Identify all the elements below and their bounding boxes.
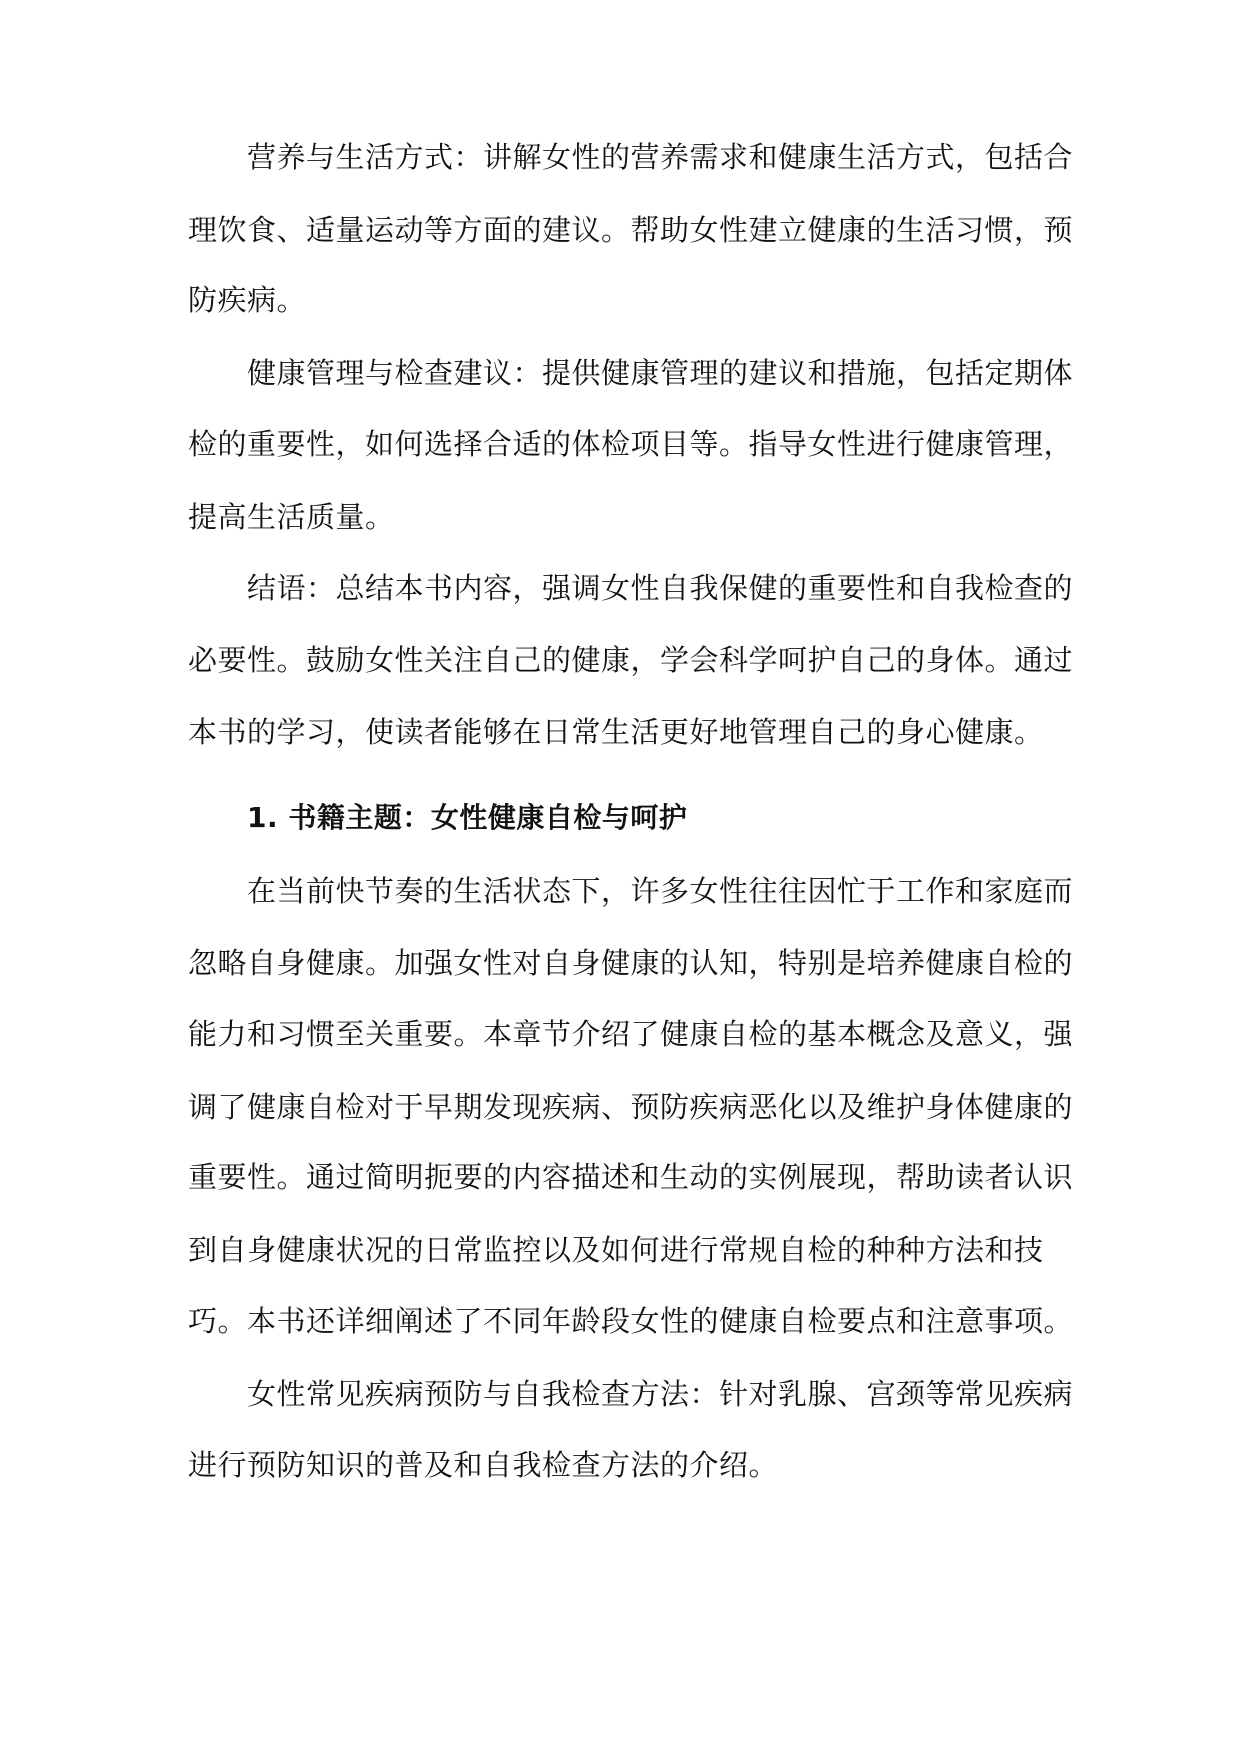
- text-line: 到自身健康状况的日常监控以及如何进行常规自检的种种方法和技: [188, 1233, 1044, 1267]
- text-line: 必要性。鼓励女性关注自己的健康，学会科学呵护自己的身体。通过: [188, 643, 1074, 677]
- text-line: 理饮食、适量运动等方面的建议。帮助女性建立健康的生活习惯，预: [188, 213, 1074, 247]
- section-heading: 1. 书籍主题：女性健康自检与呵护: [247, 801, 688, 834]
- text-line: 营养与生活方式：讲解女性的营养需求和健康生活方式，包括合: [247, 140, 1074, 174]
- text-line: 在当前快节奏的生活状态下，许多女性往往因忙于工作和家庭而: [247, 874, 1074, 908]
- text-line: 防疾病。: [188, 283, 307, 317]
- text-line: 忽略自身健康。加强女性对自身健康的认知，特别是培养健康自检的: [188, 946, 1074, 980]
- text-line: 重要性。通过简明扼要的内容描述和生动的实例展现，帮助读者认识: [188, 1160, 1074, 1194]
- text-line: 女性常见疾病预防与自我检查方法：针对乳腺、宫颈等常见疾病: [247, 1377, 1074, 1411]
- text-line: 检的重要性，如何选择合适的体检项目等。指导女性进行健康管理，: [188, 427, 1074, 461]
- text-line: 巧。本书还详细阐述了不同年龄段女性的健康自检要点和注意事项。: [188, 1304, 1074, 1338]
- text-line: 进行预防知识的普及和自我检查方法的介绍。: [188, 1448, 779, 1482]
- text-line: 本书的学习，使读者能够在日常生活更好地管理自己的身心健康。: [188, 715, 1044, 749]
- text-line: 提高生活质量。: [188, 500, 395, 534]
- text-line: 调了健康自检对于早期发现疾病、预防疾病恶化以及维护身体健康的: [188, 1090, 1074, 1124]
- text-line: 健康管理与检查建议：提供健康管理的建议和措施，包括定期体: [247, 356, 1074, 390]
- text-line: 能力和习惯至关重要。本章节介绍了健康自检的基本概念及意义，强: [188, 1017, 1074, 1051]
- text-line: 结语：总结本书内容，强调女性自我保健的重要性和自我检查的: [247, 571, 1074, 605]
